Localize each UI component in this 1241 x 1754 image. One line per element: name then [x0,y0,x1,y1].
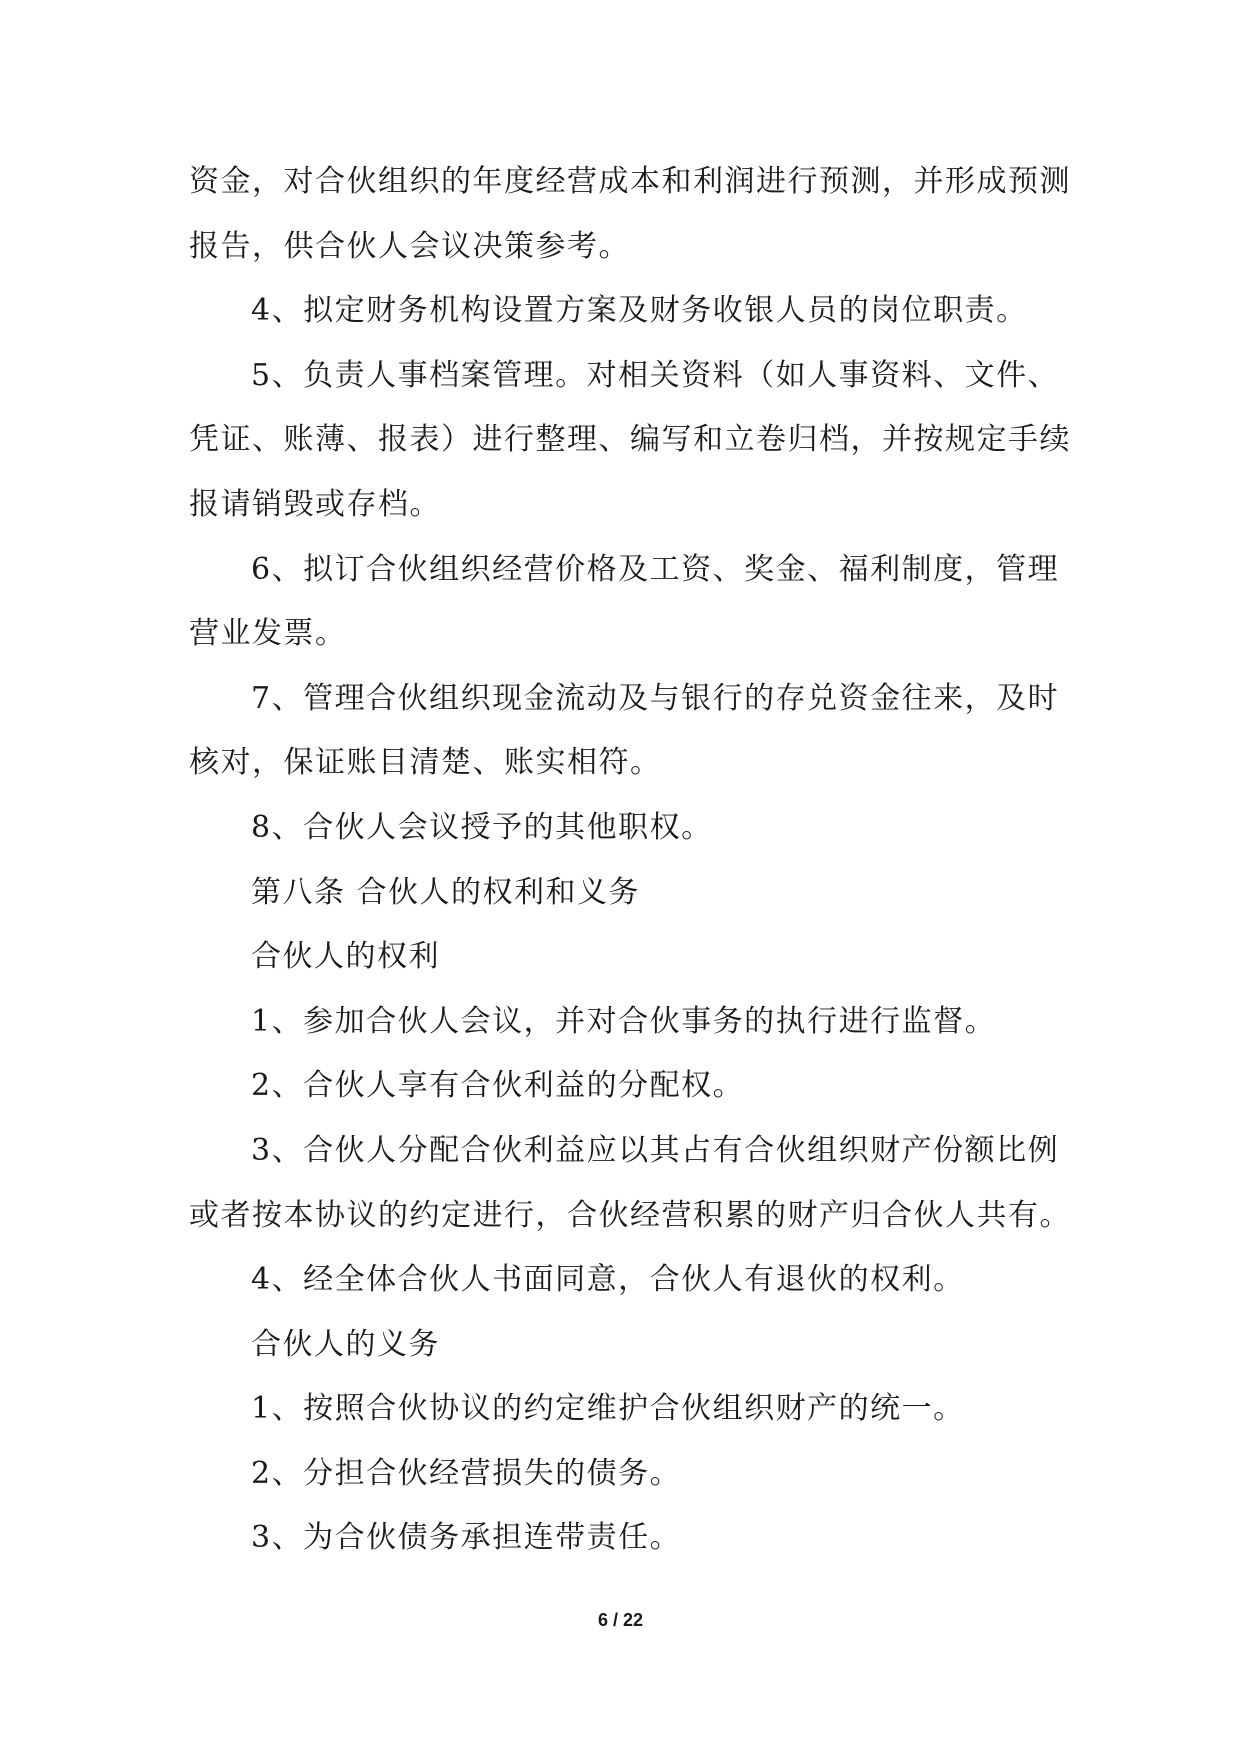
text-line: 1、按照合伙协议的约定维护合伙组织财产的统一。 [251,1391,965,1427]
text-line: 资金，对合伙组织的年度经营成本和利润进行预测，并形成预测 [189,164,1071,199]
text-line: 报告，供合伙人会议决策参考。 [189,228,630,264]
text-line: 8、合伙人会议授予的其他职权。 [251,809,713,845]
text-line: 2、分担合伙经营损失的债务。 [251,1455,682,1491]
text-line: 或者按本协议的约定进行，合伙经营积累的财产归合伙人共有。 [189,1197,1071,1233]
text-line: 4、拟定财务机构设置方案及财务收银人员的岗位职责。 [251,293,1028,329]
text-line: 营业发票。 [189,616,347,652]
text-line: 核对，保证账目清楚、账实相符。 [189,745,662,781]
text-line: 1、参加合伙人会议，并对合伙事务的执行进行监督。 [251,1003,997,1039]
text-line: 凭证、账薄、报表）进行整理、编写和立卷归档，并按规定手续 [189,422,1071,458]
body-text [189,150,1069,1571]
text-line: 4、经全体合伙人书面同意，合伙人有退伙的权利。 [251,1262,965,1298]
subsection-heading: 合伙人的权利 [251,939,440,975]
text-line: 3、为合伙债务承担连带责任。 [251,1520,682,1556]
text-line: 3、合伙人分配合伙利益应以其占有合伙组织财产份额比例 [251,1132,1060,1168]
text-line: 报请销毁或存档。 [189,486,441,522]
text-line: 2、合伙人享有合伙利益的分配权。 [251,1068,745,1104]
text-line: 5、负责人事档案管理。对相关资料（如人事资料、文件、 [251,357,1060,393]
subsection-heading: 合伙人的义务 [251,1326,440,1362]
section-heading: 第八条 合伙人的权利和义务 [251,874,641,910]
page-number: 6 / 22 [597,1610,644,1630]
text-line: 6、拟订合伙组织经营价格及工资、奖金、福利制度，管理 [251,551,1060,587]
text-line: 7、管理合伙组织现金流动及与银行的存兑资金往来，及时 [251,680,1060,716]
